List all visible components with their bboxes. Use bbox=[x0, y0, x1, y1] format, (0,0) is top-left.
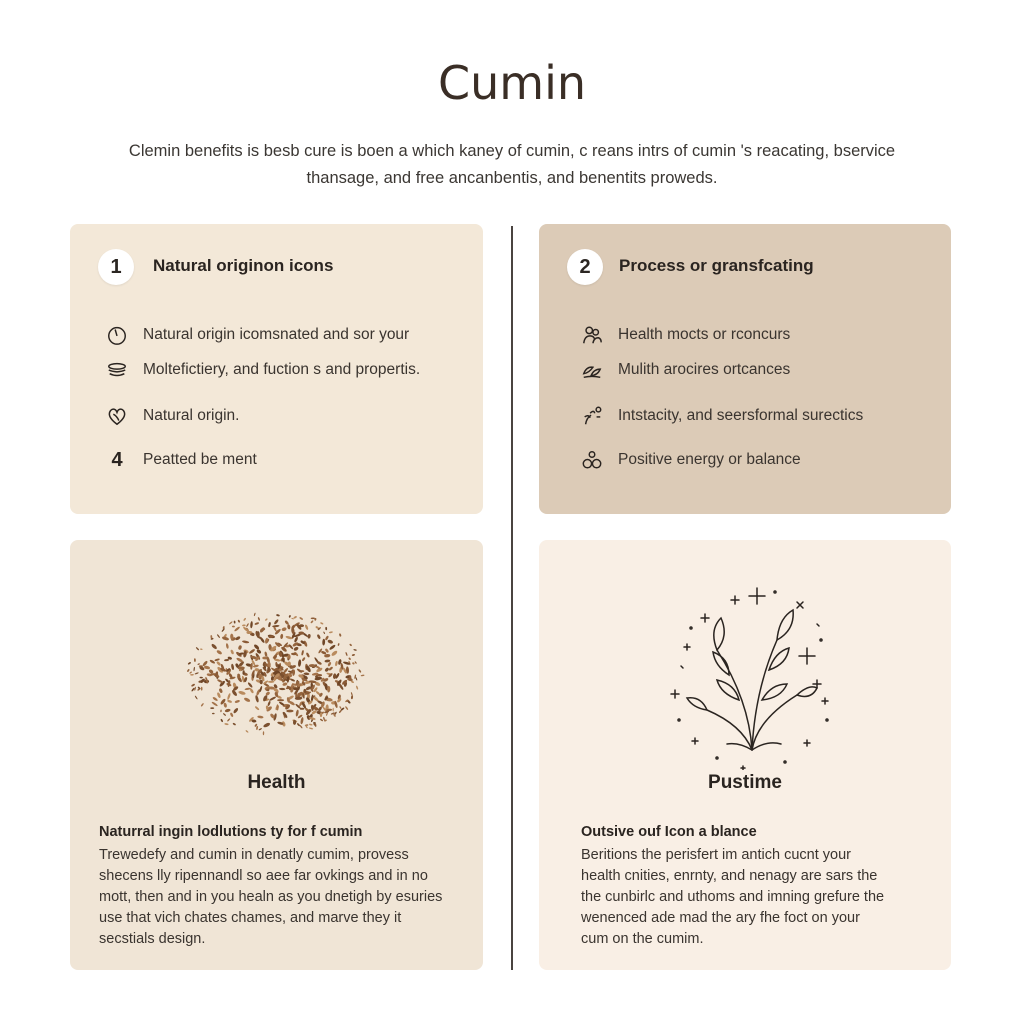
number-four-icon: 4 bbox=[111, 448, 123, 471]
cumin-seed bbox=[320, 718, 324, 721]
feature-text: Health mocts or rconcurs bbox=[618, 326, 791, 343]
page-subtitle bbox=[100, 138, 924, 192]
cumin-seed bbox=[324, 654, 330, 658]
cumin-seed bbox=[287, 624, 291, 629]
cumin-seed bbox=[214, 658, 220, 661]
body-line: use that vich chates chames, and marve they it bbox=[99, 910, 402, 926]
cumin-seed bbox=[194, 672, 198, 675]
cumin-seed bbox=[325, 627, 327, 631]
cumin-seed bbox=[234, 700, 240, 704]
feature-item bbox=[104, 449, 257, 471]
cumin-seed bbox=[269, 696, 277, 702]
card-body-heading: Outsive ouf Icon a blance bbox=[581, 824, 757, 840]
cumin-seed bbox=[243, 697, 250, 703]
vertical-divider bbox=[511, 226, 513, 970]
body-line: Beritions the perisfert im antich cucnt your bbox=[581, 847, 851, 863]
people-icon bbox=[579, 324, 605, 346]
cumin-seed bbox=[348, 657, 351, 660]
cumin-seed bbox=[216, 692, 221, 699]
cumin-seed bbox=[323, 631, 325, 634]
cumin-seed bbox=[352, 662, 355, 665]
cumin-seed bbox=[242, 624, 246, 626]
cumin-seed bbox=[201, 687, 203, 691]
cumin-seed bbox=[268, 622, 271, 628]
card-label: Pustime bbox=[708, 772, 782, 793]
cumin-seed bbox=[331, 650, 338, 657]
step-number-badge: 2 bbox=[567, 249, 603, 285]
cumin-seed bbox=[189, 671, 192, 674]
body-line: health cnities, enrnty, and nenagy are sars the bbox=[581, 868, 878, 884]
cumin-seed bbox=[345, 706, 349, 711]
cumin-seed bbox=[290, 678, 295, 682]
cumin-seed bbox=[361, 674, 365, 676]
cumin-seed bbox=[226, 643, 230, 649]
cumin-seed bbox=[232, 722, 236, 725]
step-number-badge: 1 bbox=[98, 249, 134, 285]
cumin-seeds-illustration bbox=[176, 596, 376, 746]
cumin-seed bbox=[212, 696, 218, 701]
feature-item bbox=[104, 324, 409, 346]
cumin-seed bbox=[238, 645, 243, 650]
cumin-seed bbox=[234, 621, 236, 624]
heart-leaf-icon bbox=[104, 405, 130, 427]
cumin-seed bbox=[220, 709, 222, 712]
cumin-seed bbox=[244, 687, 250, 690]
cumin-seed bbox=[333, 708, 334, 712]
cumin-seed bbox=[349, 643, 352, 646]
body-line: mott, then and in you healn as you dnetigh by esuries bbox=[99, 889, 443, 905]
cumin-seed bbox=[199, 677, 202, 679]
cumin-seed bbox=[229, 621, 233, 625]
cumin-seed bbox=[267, 701, 271, 707]
cumin-seed bbox=[259, 680, 262, 685]
cumin-seed bbox=[283, 667, 289, 673]
cumin-seed bbox=[217, 634, 221, 638]
cumin-seed bbox=[358, 669, 361, 673]
pustime-card bbox=[539, 540, 951, 970]
cumin-seed bbox=[282, 682, 288, 686]
cumin-seed bbox=[196, 647, 200, 651]
feature-text: Natural origin. bbox=[143, 407, 240, 424]
cumin-seed bbox=[311, 617, 315, 619]
page-title: Cumin bbox=[437, 56, 587, 110]
cumin-seed bbox=[285, 635, 293, 639]
cumin-seed bbox=[295, 709, 299, 716]
cumin-seed bbox=[231, 664, 235, 671]
cumin-seed bbox=[306, 652, 310, 658]
cumin-seed bbox=[294, 636, 299, 643]
cumin-seed bbox=[265, 618, 268, 621]
cumin-seed bbox=[243, 618, 246, 622]
cumin-seed bbox=[190, 674, 194, 676]
cumin-seed bbox=[258, 728, 262, 731]
body-line: wenenced ade mad the ary fhe foct on your bbox=[581, 910, 860, 926]
feature-text: Peatted be ment bbox=[143, 451, 257, 468]
card-heading: Process or gransfcating bbox=[619, 256, 814, 275]
cumin-seed bbox=[301, 657, 305, 662]
feature-item bbox=[579, 359, 790, 381]
cumin-seed bbox=[193, 667, 195, 672]
cumin-seed bbox=[242, 640, 250, 644]
cumin-seed bbox=[211, 643, 218, 650]
cumin-seed bbox=[257, 715, 264, 718]
cumin-seed bbox=[224, 659, 229, 662]
cumin-seed bbox=[254, 622, 259, 626]
cumin-seed bbox=[339, 706, 342, 709]
cumin-seed bbox=[324, 667, 329, 672]
cumin-seed bbox=[286, 710, 293, 713]
cumin-seed bbox=[327, 639, 333, 644]
cumin-seed bbox=[200, 648, 203, 650]
cumin-seed bbox=[329, 631, 333, 633]
cumin-seed bbox=[191, 687, 195, 692]
cumin-seed bbox=[325, 635, 329, 640]
feature-text: Moltefictiery, and fuction s and propertis. bbox=[143, 361, 421, 378]
feature-item bbox=[104, 359, 420, 381]
cumin-seed bbox=[263, 722, 271, 728]
feature-item bbox=[579, 449, 801, 471]
feature-text: Natural origin icomsnated and sor your bbox=[143, 326, 410, 343]
body-line: shecens lly ripennandl so aee far ovkings and in no bbox=[99, 868, 428, 884]
cumin-seed bbox=[257, 617, 260, 621]
cumin-seed bbox=[337, 643, 339, 646]
cumin-seed bbox=[212, 713, 215, 715]
cumin-seed bbox=[218, 688, 223, 694]
cumin-seed bbox=[248, 648, 255, 654]
cumin-seed bbox=[345, 652, 348, 656]
card-body-heading: Naturral ingin lodlutions ty for f cumin bbox=[99, 824, 363, 840]
cumin-seed bbox=[204, 665, 211, 670]
cumin-seed bbox=[279, 688, 286, 691]
cumin-seed bbox=[225, 708, 231, 712]
cumin-seed bbox=[309, 723, 313, 725]
cumin-seed bbox=[322, 639, 325, 646]
process-card bbox=[539, 224, 951, 514]
cumin-seed bbox=[255, 695, 260, 703]
subtitle-line: thansage, and free ancanbentis, and benentits proweds. bbox=[306, 169, 718, 187]
cumin-seed bbox=[216, 649, 223, 655]
cumin-seed bbox=[317, 634, 322, 640]
cumin-seed bbox=[304, 624, 308, 630]
cumin-seed bbox=[354, 661, 357, 664]
subtitle-line: Clemin benefits is besb cure is boen a which kaney of cumin, c reans intrs of cumin 's reacating, bservice bbox=[128, 142, 896, 160]
cumin-seed bbox=[307, 634, 311, 639]
cumin-seed bbox=[223, 713, 227, 716]
sparkle-plant-illustration bbox=[657, 580, 847, 770]
cumin-seed bbox=[253, 664, 259, 668]
cumin-seed bbox=[211, 701, 218, 706]
cumin-seed bbox=[272, 625, 280, 628]
cumin-seed bbox=[254, 706, 259, 711]
body-line: cum on the cumim. bbox=[581, 931, 704, 947]
health-card bbox=[70, 540, 483, 970]
cumin-seed bbox=[246, 623, 249, 627]
cumin-seed bbox=[281, 627, 287, 632]
cumin-seed bbox=[303, 672, 309, 675]
bowl-icon bbox=[104, 359, 130, 381]
cumin-seed bbox=[268, 681, 275, 683]
cumin-seed bbox=[310, 620, 314, 624]
cumin-seed bbox=[301, 650, 304, 656]
cumin-seed bbox=[328, 666, 333, 671]
clock-icon bbox=[104, 324, 130, 346]
feature-item bbox=[579, 405, 863, 427]
card-body-text bbox=[99, 845, 463, 950]
card-body-text bbox=[581, 845, 931, 950]
cumin-seed bbox=[280, 634, 283, 640]
cumin-seed bbox=[227, 699, 232, 703]
cumin-seed bbox=[227, 718, 231, 722]
feature-text: Positive energy or balance bbox=[618, 451, 801, 468]
cumin-seed bbox=[187, 669, 190, 673]
body-line: secstials design. bbox=[99, 931, 206, 947]
cumin-seed bbox=[232, 625, 235, 627]
cumin-seed bbox=[194, 687, 196, 691]
cumin-seed bbox=[216, 661, 221, 667]
cumin-seed bbox=[250, 621, 253, 628]
cumin-seed bbox=[329, 644, 336, 650]
body-line: the cunbirlc and uthoms and imning grefure the bbox=[581, 889, 885, 905]
cumin-seed bbox=[277, 699, 284, 701]
cumin-seed bbox=[324, 659, 330, 662]
cumin-seed bbox=[230, 712, 234, 717]
cumin-seed bbox=[209, 659, 215, 664]
cumin-seed bbox=[297, 723, 301, 727]
cumin-seed bbox=[227, 693, 231, 701]
cumin-seed bbox=[230, 649, 234, 654]
cumin-seed bbox=[356, 685, 359, 689]
cumin-seed bbox=[352, 654, 356, 657]
cumin-seed bbox=[288, 615, 291, 618]
natural-origin-card bbox=[70, 224, 483, 514]
balance-icon bbox=[579, 449, 605, 471]
cumin-seed bbox=[256, 726, 259, 730]
cumin-seed bbox=[217, 679, 224, 684]
cumin-seed bbox=[202, 660, 208, 667]
cumin-seed bbox=[233, 707, 239, 714]
cumin-seed bbox=[200, 703, 204, 707]
sprout-icon bbox=[579, 405, 605, 427]
cumin-seed bbox=[264, 651, 268, 657]
cumin-seed bbox=[194, 658, 196, 662]
cumin-seed bbox=[224, 723, 228, 725]
cumin-seed bbox=[276, 614, 280, 617]
body-line: Trewedefy and cumin in denatly cumim, provess bbox=[99, 847, 409, 863]
cumin-seed bbox=[238, 690, 246, 695]
cumin-seed bbox=[351, 695, 354, 699]
feature-item bbox=[579, 324, 790, 346]
cumin-seed bbox=[353, 649, 357, 651]
cumin-seed bbox=[293, 616, 297, 620]
cumin-seed bbox=[327, 662, 331, 667]
cumin-seed bbox=[300, 717, 304, 725]
cumin-seed bbox=[273, 619, 279, 625]
cumin-seed bbox=[293, 646, 299, 651]
cumin-seed bbox=[299, 617, 303, 621]
cumin-seed bbox=[210, 707, 214, 709]
feature-item bbox=[104, 405, 240, 427]
cumin-seed bbox=[339, 633, 342, 637]
feature-text: Intstacity, and seersformal surectics bbox=[618, 407, 864, 424]
cumin-seed bbox=[247, 682, 253, 688]
cumin-seed bbox=[237, 619, 240, 622]
cumin-seed bbox=[245, 730, 249, 733]
cumin-seed bbox=[351, 692, 353, 696]
leaves-icon bbox=[579, 359, 605, 381]
cumin-seed bbox=[250, 663, 253, 670]
cumin-seed bbox=[194, 695, 197, 699]
cumin-seed bbox=[262, 695, 268, 702]
cumin-seed bbox=[320, 622, 324, 625]
cumin-seed bbox=[309, 727, 314, 729]
cumin-seed bbox=[335, 661, 338, 667]
feature-text: Mulith arocires ortcances bbox=[618, 361, 791, 378]
cumin-seed bbox=[263, 731, 265, 735]
cumin-seed bbox=[197, 663, 200, 665]
card-heading: Natural originon icons bbox=[153, 256, 334, 275]
cumin-seed bbox=[223, 702, 227, 708]
cumin-seed bbox=[254, 613, 256, 617]
cumin-seed bbox=[220, 719, 223, 723]
cumin-seed bbox=[187, 662, 191, 665]
cumin-seed bbox=[191, 683, 195, 687]
cumin-seed bbox=[298, 659, 302, 667]
cumin-seed bbox=[279, 701, 286, 706]
card-label: Health bbox=[247, 772, 306, 793]
